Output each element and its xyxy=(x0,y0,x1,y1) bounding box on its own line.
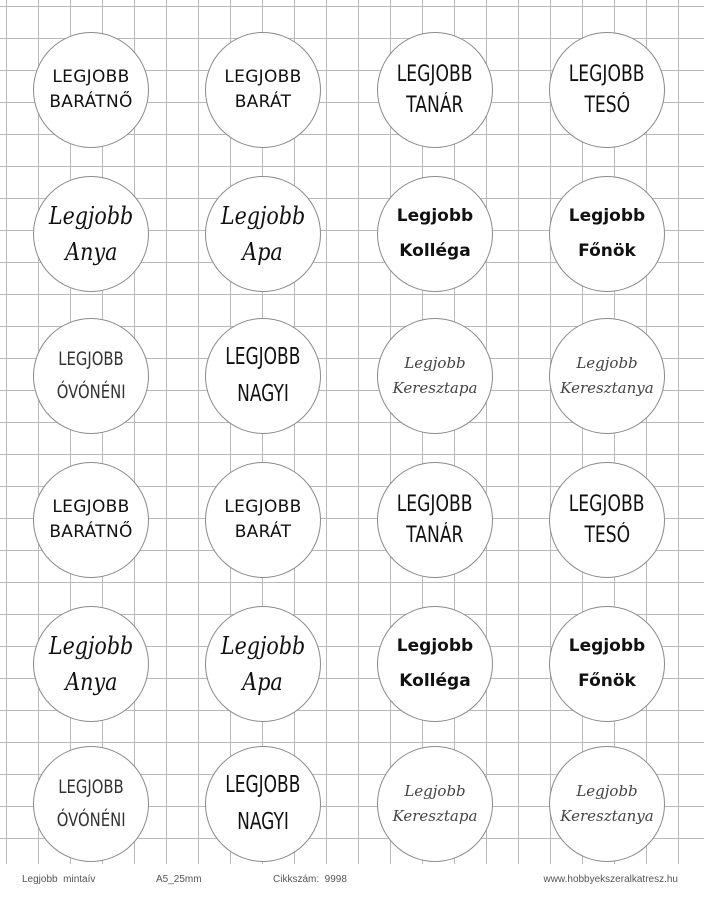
label-line-2: BARÁT xyxy=(234,92,292,112)
label-line-2: BARÁT xyxy=(234,522,292,542)
label-line-1: Legjobb xyxy=(396,636,474,656)
label-line-2: Keresztapa xyxy=(392,379,478,397)
label-line-2: TESÓ xyxy=(584,93,630,118)
label-circle-legjobb-baratno xyxy=(33,32,149,148)
label-line-2: Keresztapa xyxy=(392,807,478,825)
label-line-1: LEGJOBB xyxy=(397,62,473,87)
label-circle-legjobb-keresztanya xyxy=(549,318,665,434)
label-line-1: Legjobb xyxy=(576,782,638,800)
label-line-1: LEGJOBB xyxy=(58,776,124,798)
label-line-2: Kolléga xyxy=(399,671,471,691)
label-circle-legjobb-tanar xyxy=(377,32,493,148)
label-line-2: Apa xyxy=(242,238,284,266)
label-line-1: LEGJOBB xyxy=(224,497,302,517)
label-line-1: Legjobb xyxy=(568,636,646,656)
label-circle-legjobb-nagyi xyxy=(205,318,321,434)
label-line-1: LEGJOBB xyxy=(225,772,301,798)
label-line-1: LEGJOBB xyxy=(52,67,130,87)
label-line-1: LEGJOBB xyxy=(569,492,645,517)
label-line-2: TANÁR xyxy=(406,93,464,118)
label-circle-legjobb-tanar xyxy=(377,462,493,578)
label-circle-legjobb-keresztanya xyxy=(549,746,665,862)
label-circle-legjobb-keresztapa xyxy=(377,318,493,434)
label-circle-legjobb-barat xyxy=(205,462,321,578)
label-circle-legjobb-ovoneni xyxy=(33,746,149,862)
label-line-1: LEGJOBB xyxy=(397,492,473,517)
label-circle-legjobb-teso xyxy=(549,462,665,578)
label-line-2: NAGYI xyxy=(237,381,289,407)
sheet-name: Legjobb mintaív xyxy=(22,874,96,885)
label-line-1: LEGJOBB xyxy=(569,62,645,87)
label-circle-legjobb-fonok xyxy=(549,176,665,292)
label-line-1: Legjobb xyxy=(404,782,466,800)
label-line-2: ÓVÓNÉNI xyxy=(56,381,126,403)
label-circle-legjobb-fonok xyxy=(549,606,665,722)
label-line-2: Anya xyxy=(64,668,118,696)
label-line-1: Legjobb xyxy=(396,206,474,226)
label-line-2: Keresztanya xyxy=(560,807,654,825)
label-circle-legjobb-anya xyxy=(33,606,149,722)
label-line-2: ÓVÓNÉNI xyxy=(56,809,126,831)
label-line-1: LEGJOBB xyxy=(52,497,130,517)
label-line-1: LEGJOBB xyxy=(224,67,302,87)
label-line-2: TESÓ xyxy=(584,523,630,548)
label-line-1: LEGJOBB xyxy=(58,348,124,370)
label-line-1: Legjobb xyxy=(48,202,134,230)
label-line-2: NAGYI xyxy=(237,809,289,835)
label-circle-legjobb-ovoneni xyxy=(33,318,149,434)
label-circle-legjobb-nagyi xyxy=(205,746,321,862)
label-line-2: Apa xyxy=(242,668,284,696)
label-line-2: BARÁTNŐ xyxy=(49,92,133,112)
label-line-2: Keresztanya xyxy=(560,379,654,397)
sheet-size: A5_25mm xyxy=(156,874,202,885)
label-line-1: LEGJOBB xyxy=(225,344,301,370)
label-circle-legjobb-apa xyxy=(205,606,321,722)
label-line-2: Kolléga xyxy=(399,241,471,261)
label-line-1: Legjobb xyxy=(48,632,134,660)
article-number: Cikkszám: 9998 xyxy=(273,874,347,885)
label-circle-legjobb-keresztapa xyxy=(377,746,493,862)
label-line-1: Legjobb xyxy=(220,202,306,230)
label-circle-legjobb-apa xyxy=(205,176,321,292)
sheet-footer xyxy=(0,864,704,900)
label-circle-legjobb-barat xyxy=(205,32,321,148)
website-url: www.hobbyekszeralkatresz.hu xyxy=(543,874,678,885)
label-line-2: Anya xyxy=(64,238,118,266)
label-circle-legjobb-baratno xyxy=(33,462,149,578)
label-line-1: Legjobb xyxy=(576,354,638,372)
label-line-1: Legjobb xyxy=(568,206,646,226)
label-line-1: Legjobb xyxy=(220,632,306,660)
label-line-2: Főnök xyxy=(578,671,636,691)
label-circle-legjobb-kollega xyxy=(377,176,493,292)
label-circle-legjobb-teso xyxy=(549,32,665,148)
label-circle-legjobb-kollega xyxy=(377,606,493,722)
label-line-2: BARÁTNŐ xyxy=(49,522,133,542)
label-line-2: Főnök xyxy=(578,241,636,261)
label-line-1: Legjobb xyxy=(404,354,466,372)
label-line-2: TANÁR xyxy=(406,523,464,548)
label-circle-legjobb-anya xyxy=(33,176,149,292)
